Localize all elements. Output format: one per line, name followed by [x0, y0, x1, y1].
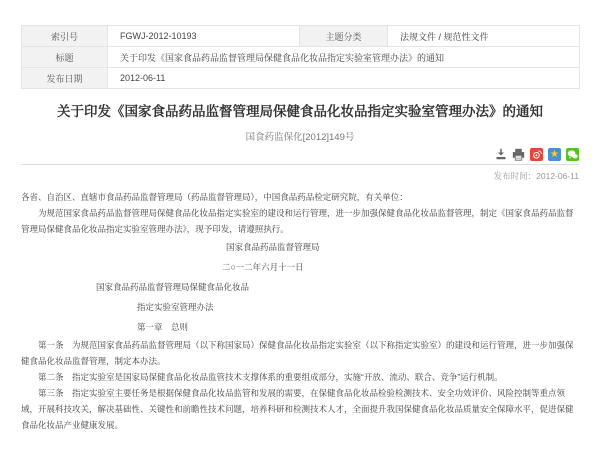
- qzone-share-icon: ★: [550, 148, 559, 160]
- download-button[interactable]: [494, 148, 507, 161]
- table-row: [22, 47, 580, 68]
- qzone-share-button[interactable]: [548, 148, 561, 161]
- wechat-share-button[interactable]: [566, 148, 579, 161]
- document-body: [21, 189, 579, 433]
- intro-paragraph: 为规范国家食品药品监督管理局保健食品化妆品指定实验室的建设和运行管理，进一步加强保健食品化妆品监督管理，制定《国家食品药品监督管理局保健食品化妆品指定实验室管理办法》，现予印发，请遵照执行。: [21, 208, 574, 234]
- doc-title-label: 标题: [22, 47, 108, 68]
- publish-date-value: 2012-06-11: [108, 68, 580, 89]
- publish-time-label: 发布时间：: [493, 171, 537, 181]
- salutation-line: 各省、自治区、直辖市食品药品监督管理局（药品监督管理局），中国食品药品检定研究院，有关单位：: [21, 192, 408, 202]
- page-title: 关于印发《国家食品药品监督管理局保健食品化妆品指定实验室管理办法》的通知: [57, 104, 543, 119]
- metadata-table: [21, 25, 580, 89]
- print-icon: [512, 148, 525, 161]
- clause-3: 第三条 指定实验室主要任务是根据保健食品化妆品监管和发展的需要，在保健食品化妆品检验检测技术、安全功效评价、风险控制等重点领域，开展科技攻关，解决基础性、关键性和前瞻性技术问题，培养科研和检测技术人才，全面提升我国保健食品化妆品质量安全保障水平，促进保健食品化妆品产业健康发展。: [21, 388, 574, 430]
- clause-2: 第二条 指定实验室是国家局保健食品化妆品监管技术支撑体系的重要组成部分，实施“开放、流动、联合、竞争”运行机制。: [38, 372, 503, 382]
- wechat-share-icon: [567, 149, 578, 160]
- topic-category-value: 法规文件 / 规范性文件: [388, 26, 580, 47]
- document-number: 国食药监保化[2012]149号: [245, 132, 355, 143]
- chapter-heading: 第一章 总则: [137, 322, 189, 332]
- print-button[interactable]: [512, 148, 525, 161]
- publish-time: [21, 170, 579, 182]
- index-number-value: FGWJ-2012-10193: [108, 26, 300, 47]
- topic-category-label: 主题分类: [300, 26, 388, 47]
- publish-time-value: 2012-06-11: [536, 171, 579, 181]
- download-icon: [495, 148, 507, 160]
- publish-date-label: 发布日期: [22, 68, 108, 89]
- attachment-title-line1: 国家食品药品监督管理局保健食品化妆品: [96, 282, 250, 292]
- clause-1: 第一条 为规范国家食品药品监督管理局（以下称国家局）保健食品化妆品指定实验室（以下称指定实验室）的建设和运行管理，进一步加强保健食品化妆品监督管理，制定本办法。: [21, 340, 574, 366]
- index-number-label: 索引号: [22, 26, 108, 47]
- attachment-title-line2: 指定实验室管理办法: [137, 302, 214, 312]
- table-row: [22, 26, 580, 47]
- share-toolbar: [21, 147, 579, 161]
- table-row: [22, 68, 580, 89]
- weibo-share-button[interactable]: [530, 148, 543, 161]
- signature-agency: 国家食品药品监督管理局: [226, 242, 320, 252]
- header-divider: [21, 164, 579, 165]
- weibo-share-icon: [532, 149, 542, 159]
- signature-date: 二○一二年六月十一日: [222, 262, 304, 272]
- doc-title-value: 关于印发《国家食品药品监督管理局保健食品化妆品指定实验室管理办法》的通知: [108, 47, 580, 68]
